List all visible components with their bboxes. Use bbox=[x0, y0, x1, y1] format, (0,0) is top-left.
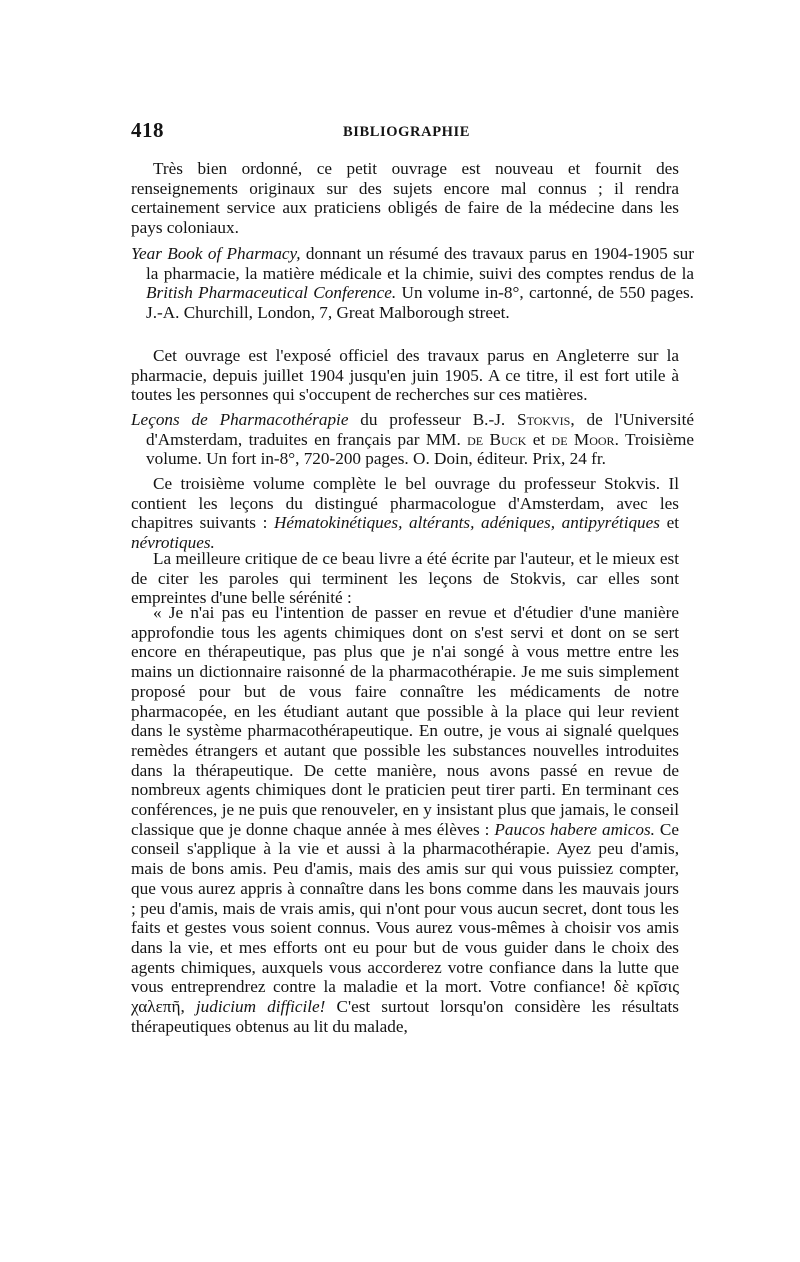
latin-quote: judicium difficile! bbox=[195, 997, 326, 1017]
paragraph-critique: La meilleure critique de ce beau livre a été écrite par l'auteur, et le mieux est de citer les paroles qui terminent les leçons de Stokvis, car elles sont empreintes d'une belle sérénité : bbox=[131, 549, 679, 608]
latin-quote: Paucos habere amicos. bbox=[494, 819, 655, 839]
paragraph-quotation: « Je n'ai pas eu l'intention de passer en revue et d'étudier d'une manière approfondie tous les agents chimiques dont on s'est servi et dont on se sert encore en thérapeutique, pas plus que je n'ai songé à vous mettre entre les mains un dictionnaire raisonné de la pharmacothérapie. Je me suis simplement proposé pour but de vous faire connaître les médicaments de notre pharmacopée, en les étudiant autant que possible à la place qui leur revient dans le système pharmacothérapeutique. En outre, je vous ai signalé quelques remèdes étrangers et autant que possible les substances nouvelles introduites dans la thérapeutique. De cette manière, nous avons passé en revue de nombreux agents chimiques dont le praticien peut tirer parti. En terminant ces conférences, je ne puis que renouveler, en y insistant plus que jamais, le conseil classique que je donne chaque année à mes élèves : Paucos habere amicos. Ce conseil s'applique à la vie et aussi à la pharmacothérapie. Ayez peu d'amis, mais de bons amis. Peu d'amis, mais des amis sur qui vous puissiez compter, que vous aurez appris à connaître dans les bons comme dans les mauvais jours ; peu d'amis, mais de vrais amis, qui n'ont pour vous aucun secret, dont tous les faits et gestes vous soient connus. Vous aurez vous-mêmes à choisir vos amis dans la vie, et mes efforts ont eu pour but de vous guider dans le choix des agents chimiques, auxquels vous accorderez votre confiance dans la lutte que vous entreprendrez contre la maladie et la mort. Votre confiance! δὲ κρῖσις χαλεπῆ, judicium difficile! C'est surtout lorsqu'on considère les résultats thérapeutiques obtenus au lit du malade, bbox=[131, 603, 680, 1036]
entry-title: Year Book of Pharmacy, bbox=[131, 244, 301, 263]
paragraph-year-book-review: Cet ouvrage est l'exposé officiel des travaux parus en Angleterre sur la pharmacie, depuis juillet 1904 jusqu'en juin 1905. A ce titre, il est fort utile à toutes les personnes qui s'occupent de recherches sur ces matières. bbox=[131, 346, 679, 405]
bibliography-entry-year-book: Year Book of Pharmacy, donnant un résumé des travaux parus en 1904-1905 sur la pharmacie, la matière médicale et la chimie, suivi des comptes rendus de la British Pharmaceutical Conference. Un volume in-8°, cartonné, de 550 pages. J.-A. Churchill, London, 7, Great Malborough street. bbox=[131, 244, 694, 323]
conference-name: British Pharmaceutical Conference. bbox=[146, 283, 397, 303]
running-title: BIBLIOGRAPHIE bbox=[343, 124, 471, 140]
translator-name: de Buck bbox=[467, 429, 527, 449]
bibliography-entry-lecons: Leçons de Pharmacothérapie du professeur B.-J. Stokvis, de l'Université d'Amsterdam, traduites en français par MM. de Buck et de Moor. Troisième volume. Un fort in-8°, 720-200 pages. O. Doin, éditeur. Prix, 24 fr. bbox=[131, 410, 695, 469]
chapter-last: névrotiques. bbox=[131, 533, 215, 553]
paragraph-lecons-review: Ce troisième volume complète le bel ouvrage du professeur Stokvis. Il contient les leçons du distingué pharmacologue d'Amsterdam, avec les chapitres suivants : Hématokinétiques, altérants, adéniques, antipyrétiques et névrotiques. bbox=[131, 474, 680, 553]
author-name: Stokvis bbox=[517, 410, 571, 429]
greek-quote: δὲ κρῖσις χαλεπῆ, bbox=[131, 977, 680, 1017]
translator-name: de Moor bbox=[551, 429, 615, 449]
entry-title: Leçons de Pharmacothérapie bbox=[131, 410, 349, 429]
chapter-list: Hématokinétiques, altérants, adéniques, antipyrétiques bbox=[274, 513, 660, 533]
page-header bbox=[131, 118, 681, 148]
page-number: 418 bbox=[131, 118, 164, 142]
paragraph-intro: Très bien ordonné, ce petit ouvrage est nouveau et fournit des renseignements originaux sur des sujets encore mal connus ; il rendra certainement service aux praticiens obligés de faire de la médecine dans les pays coloniaux. bbox=[131, 159, 679, 238]
